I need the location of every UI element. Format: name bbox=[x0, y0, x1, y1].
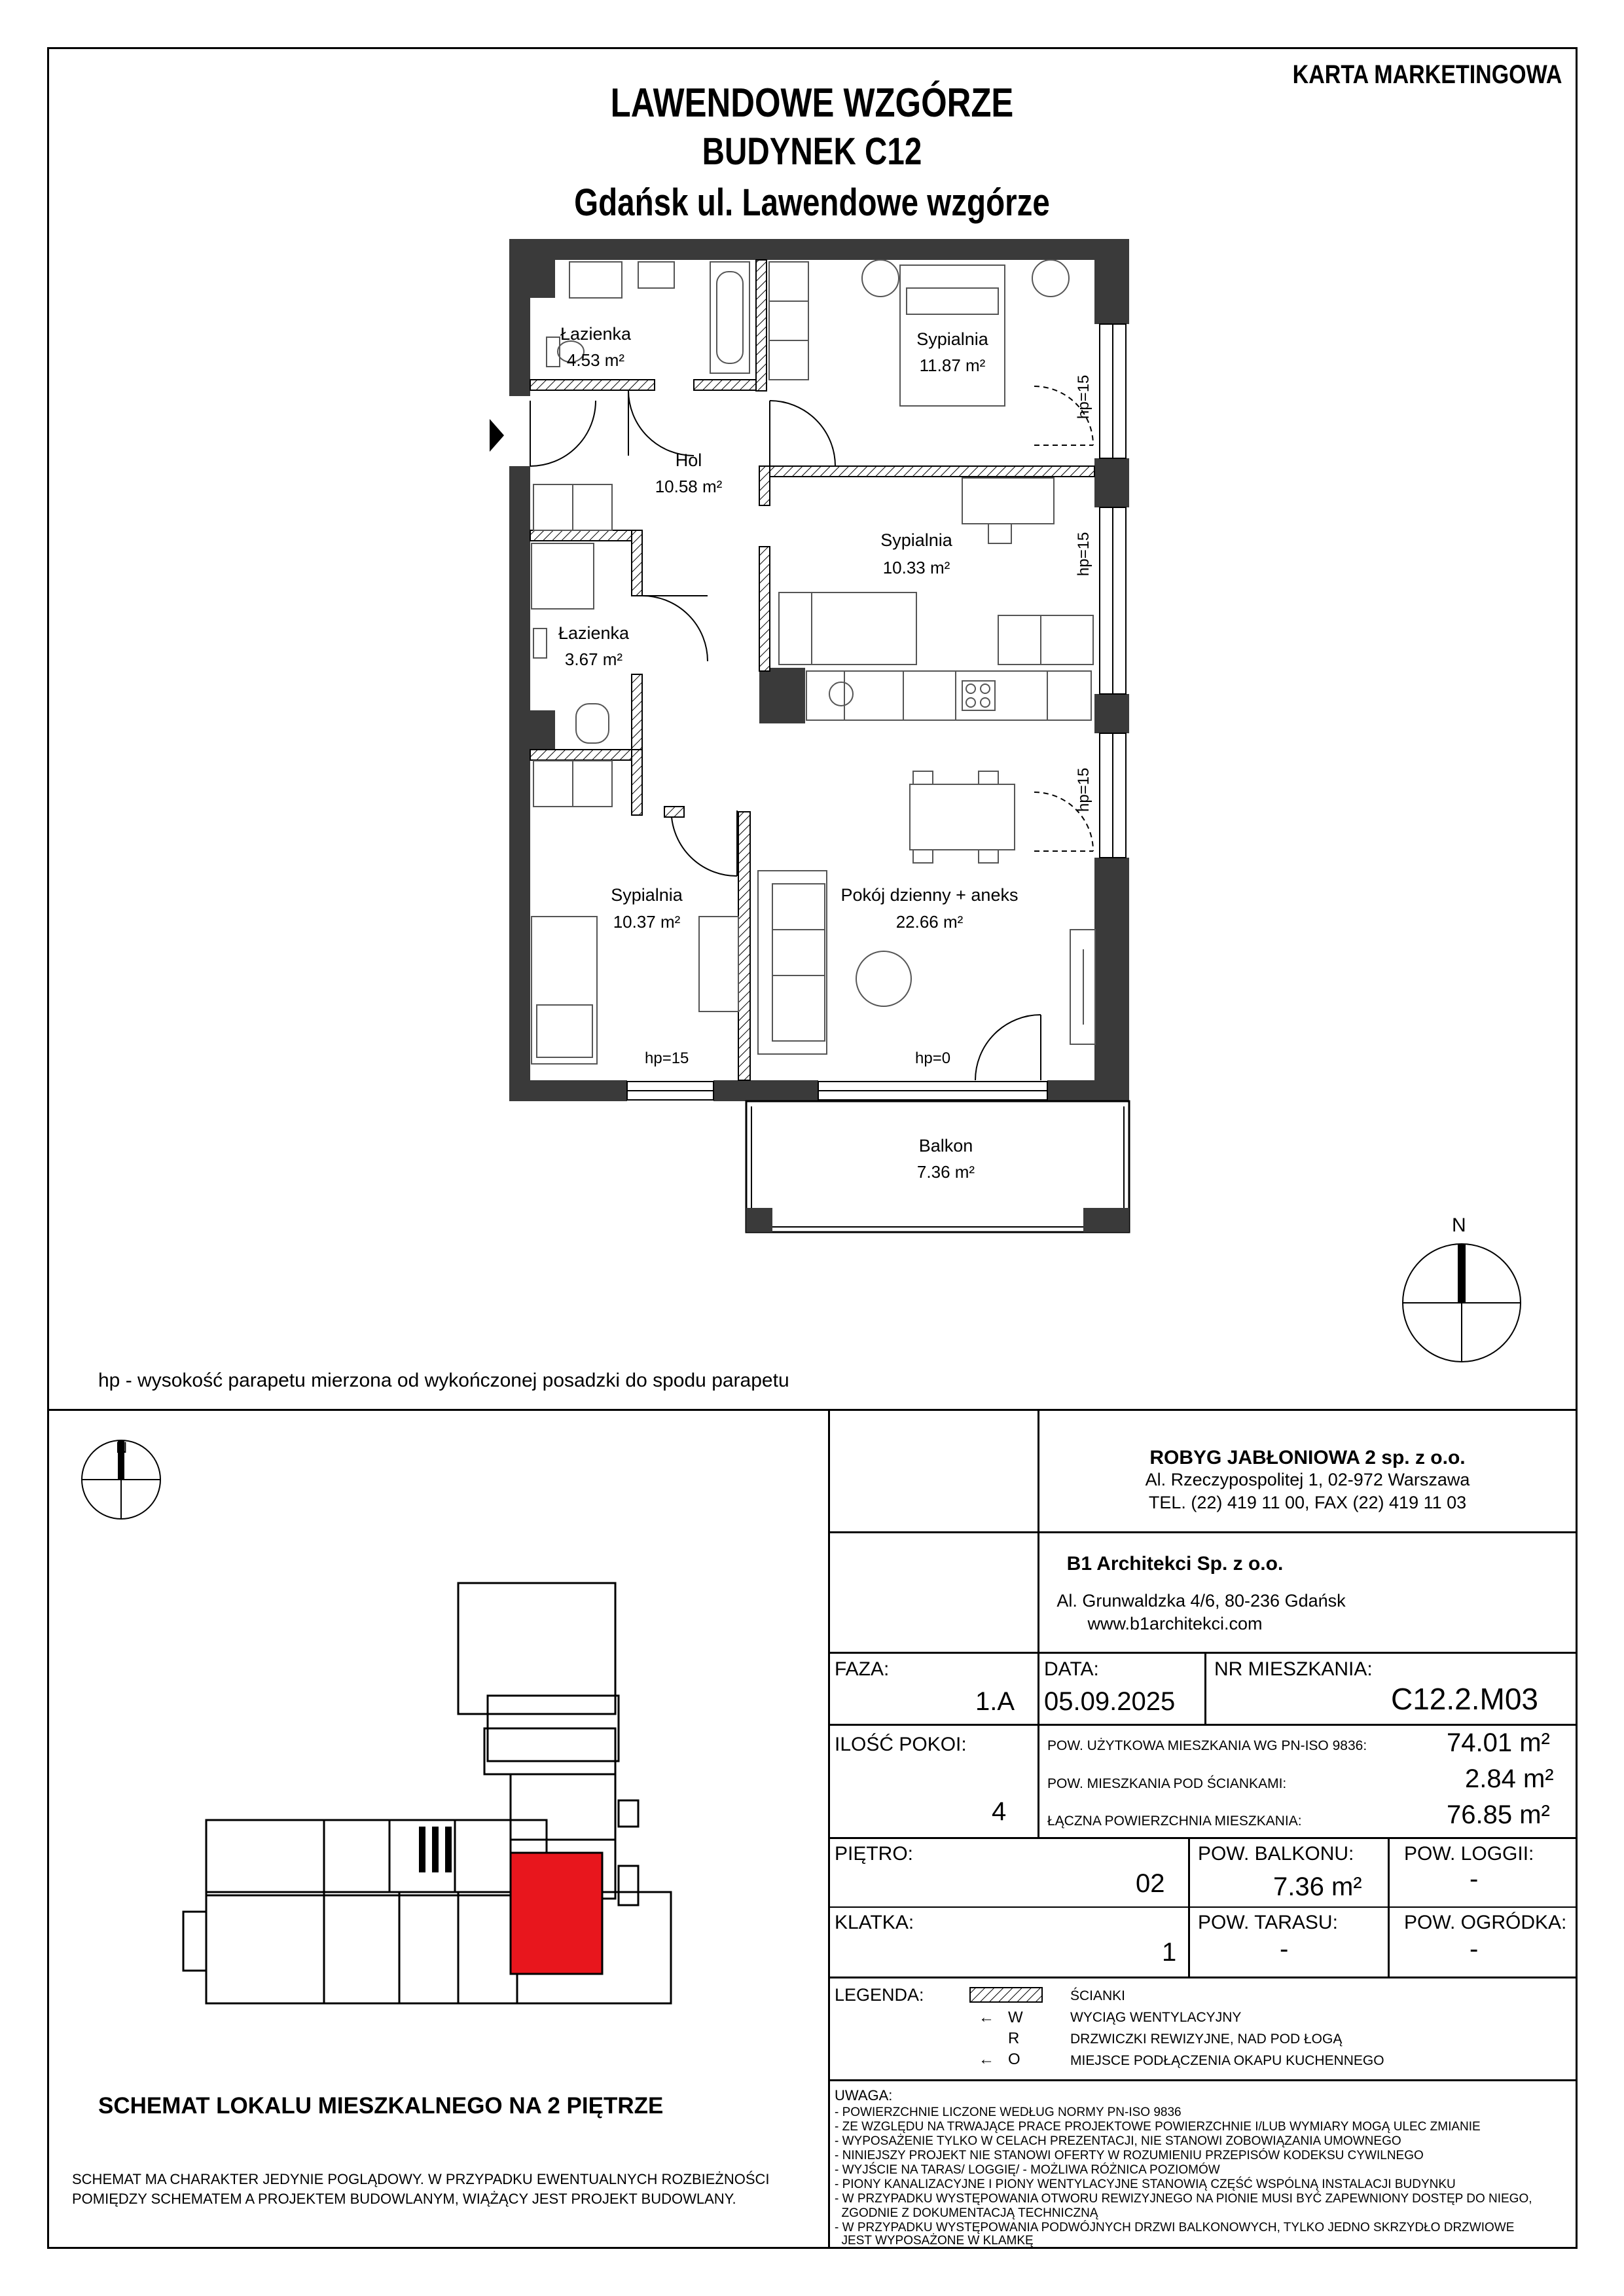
parapet-note: hp - wysokość parapetu mierzona od wykończonej posadzki do spodu parapetu bbox=[98, 1370, 789, 1391]
pietro-value: 02 bbox=[1136, 1869, 1165, 1898]
notes-label: UWAGA: bbox=[835, 2087, 893, 2104]
legend-label: LEGENDA: bbox=[835, 1985, 924, 2005]
architect-name: B1 Architekci Sp. z o.o. bbox=[1066, 1553, 1284, 1575]
legend-arrow-icon: ← bbox=[979, 2050, 994, 2068]
pow-laczna-value: 76.85 m² bbox=[1447, 1800, 1550, 1829]
ogrodek-value: - bbox=[1470, 1935, 1479, 1963]
divider-faza bbox=[1038, 1652, 1039, 1724]
note-line: - WYPOSAŻENIE TYLKO W CELACH PREZENTACJI, NIE STANOWI ZOBOWIĄZANIA UMOWNEGO bbox=[835, 2134, 1401, 2148]
note-line: - W PRZYPADKU WYSTĘPOWANIA OTWORU REWIZYJNEGO NA PIONIE MUSI BYĆ ZAPEWNIONY DOSTĘP DO NIEGO, bbox=[835, 2192, 1532, 2206]
divider-data bbox=[1204, 1652, 1206, 1724]
room-hall-name: Hol bbox=[675, 450, 702, 470]
legend-item-revision: DRZWICZKI REWIZYJNE, NAD POD ŁOGĄ bbox=[1070, 2032, 1343, 2047]
parapet-label-zero: hp=0 bbox=[915, 1049, 951, 1067]
pokoi-value: 4 bbox=[992, 1797, 1007, 1826]
room-hall-area: 10.58 m² bbox=[655, 477, 723, 496]
windows bbox=[627, 324, 1126, 1100]
pow-uzytkowa-value: 74.01 m² bbox=[1447, 1728, 1550, 1757]
note-line: ZGODNIE Z DOKUMENTACJĄ TECHNICZNĄ bbox=[835, 2206, 1098, 2220]
divider-pietro-bottom bbox=[828, 1906, 1578, 1908]
balkon-value: 7.36 m² bbox=[1273, 1872, 1362, 1901]
divider-pokoi bbox=[1038, 1724, 1039, 1837]
legend-item-walls: ŚCIANKI bbox=[1070, 1988, 1126, 2003]
note-line: - WYJŚCIE NA TARAS/ LOGGIĘ/ - MOŻLIWA RÓŻNICA POZIOMÓW bbox=[835, 2163, 1220, 2177]
legend-symbol-r: R bbox=[1008, 2030, 1020, 2047]
architect-web: www.b1architekci.com bbox=[1087, 1614, 1263, 1633]
ogrodek-label: POW. OGRÓDKA: bbox=[1404, 1912, 1567, 1933]
legend-symbol-o: O bbox=[1008, 2050, 1020, 2068]
taras-value: - bbox=[1280, 1935, 1289, 1963]
faza-label: FAZA: bbox=[835, 1658, 890, 1680]
note-line: - ZE WZGLĘDU NA TRWAJĄCE PRACE PROJEKTOWE POWIERZCHNIE I/LUB WYMIARY MOGĄ ULEC ZMIANIE bbox=[835, 2120, 1481, 2134]
building-title: BUDYNEK C12 bbox=[702, 130, 922, 173]
parapet-label: hp=15 bbox=[1075, 767, 1092, 812]
nr-mieszkania-label: NR MIESZKANIA: bbox=[1214, 1658, 1373, 1680]
note-line: - PIONY KANALIZACYJNE I PIONY WENTYLACYJNE STANOWIĄ CZĘŚĆ WSPÓLNĄ INSTALACJI BUDYNKU bbox=[835, 2178, 1456, 2191]
loggia-label: POW. LOGGII: bbox=[1404, 1843, 1534, 1865]
note-line: JEST WYPOSAŻONE W KLAMKĘ bbox=[835, 2234, 1034, 2248]
room-bathroom-1-area: 4.53 m² bbox=[566, 350, 625, 370]
architect-address: Al. Grunwaldzka 4/6, 80-236 Gdańsk bbox=[1056, 1591, 1346, 1611]
legend-item-ventilation: WYCIĄG WENTYLACYJNY bbox=[1070, 2010, 1242, 2025]
loggia-value: - bbox=[1470, 1865, 1479, 1893]
room-bedroom-3-area: 10.37 m² bbox=[613, 912, 681, 932]
developer-name: ROBYG JABŁONIOWA 2 sp. z o.o. bbox=[1149, 1447, 1466, 1468]
pow-uzytkowa-label: POW. UŻYTKOWA MIESZKANIA WG PN-ISO 9836: bbox=[1047, 1738, 1367, 1753]
interior-walls bbox=[530, 260, 1094, 1080]
room-bathroom-2-area: 3.67 m² bbox=[564, 649, 623, 669]
klatka-value: 1 bbox=[1162, 1938, 1177, 1967]
pokoi-label: ILOŚĆ POKOI: bbox=[835, 1734, 967, 1755]
room-bathroom-1-name: Łazienka bbox=[560, 324, 632, 344]
room-bedroom-1-area: 11.87 m² bbox=[919, 355, 986, 375]
faza-value: 1.A bbox=[975, 1687, 1015, 1716]
marketing-card-label: KARTA MARKETINGOWA bbox=[1292, 60, 1562, 89]
schema-title: SCHEMAT LOKALU MIESZKALNEGO NA 2 PIĘTRZE bbox=[98, 2093, 664, 2119]
data-label: DATA: bbox=[1044, 1658, 1099, 1680]
data-value: 05.09.2025 bbox=[1044, 1687, 1176, 1716]
room-balcony-name: Balkon bbox=[918, 1136, 973, 1156]
klatka-label: KLATKA: bbox=[835, 1912, 914, 1933]
legend-symbol-w: W bbox=[1008, 2009, 1023, 2026]
pow-sciankami-label: POW. MIESZKANIA POD ŚCIANKAMI: bbox=[1047, 1776, 1287, 1791]
apartment-highlight bbox=[511, 1853, 602, 1974]
divider-architect bbox=[828, 1652, 1578, 1654]
pow-laczna-label: ŁĄCZNA POWIERZCHNIA MIESZKANIA: bbox=[1047, 1813, 1302, 1829]
entrance-arrow bbox=[490, 419, 504, 452]
parapet-label: hp=15 bbox=[645, 1049, 689, 1067]
schema-stairs bbox=[419, 1827, 452, 1872]
schema-north-label: N bbox=[116, 1439, 128, 1457]
room-balcony-area: 7.36 m² bbox=[916, 1162, 975, 1182]
nr-mieszkania-value: C12.2.M03 bbox=[1391, 1682, 1539, 1716]
divider-legend-bottom bbox=[828, 2079, 1578, 2081]
room-bedroom-3-name: Sypialnia bbox=[611, 885, 683, 905]
compass-north-label: N bbox=[1452, 1214, 1466, 1236]
divider-pokoi-bottom bbox=[828, 1837, 1578, 1839]
balkon-label: POW. BALKONU: bbox=[1198, 1843, 1354, 1865]
project-title: LAWENDOWE WZGÓRZE bbox=[610, 81, 1014, 126]
compass-rose bbox=[1403, 1244, 1521, 1362]
pow-sciankami-value: 2.84 m² bbox=[1465, 1764, 1554, 1793]
divider-faza-bottom bbox=[828, 1724, 1578, 1726]
room-living-area: 22.66 m² bbox=[895, 912, 964, 932]
divider-developer bbox=[828, 1531, 1578, 1533]
room-bedroom-1-name: Sypialnia bbox=[916, 329, 988, 349]
divider-klatka-bottom bbox=[828, 1977, 1578, 1978]
divider-table-left bbox=[828, 1409, 830, 2249]
note-line: - W PRZYPADKU WYSTĘPOWANIA PODWÓJNYCH DRZWI BALKONOWYCH, TYLKO JEDNO SKRZYDŁO DRZWIOWE bbox=[835, 2221, 1515, 2234]
location-schema bbox=[65, 1421, 805, 2010]
address-title: Gdańsk ul. Lawendowe wzgórze bbox=[574, 181, 1050, 224]
room-bathroom-2-name: Łazienka bbox=[558, 623, 630, 643]
room-bedroom-2-area: 10.33 m² bbox=[882, 558, 950, 577]
developer-phone: TEL. (22) 419 11 00, FAX (22) 419 11 03 bbox=[1148, 1493, 1467, 1512]
legend-item-hood: MIEJSCE PODŁĄCZENIA OKAPU KUCHENNEGO bbox=[1070, 2053, 1384, 2068]
room-bedroom-2-name: Sypialnia bbox=[880, 530, 952, 550]
developer-address: Al. Rzeczypospolitej 1, 02-972 Warszawa bbox=[1145, 1470, 1470, 1489]
parapet-label: hp=15 bbox=[1075, 374, 1092, 419]
divider-plan-bottom bbox=[47, 1409, 1578, 1411]
note-line: - NINIEJSZY PROJEKT NIE STANOWI OFERTY W ROZUMIENIU PRZEPISÓW KODEKSU CYWILNEGO bbox=[835, 2149, 1424, 2162]
legend-arrow-icon: ← bbox=[979, 2009, 994, 2026]
note-line: - POWIERZCHNIE LICZONE WEDŁUG NORMY PN-ISO 9836 bbox=[835, 2105, 1182, 2119]
room-living-name: Pokój dzienny + aneks bbox=[840, 885, 1019, 905]
taras-label: POW. TARASU: bbox=[1198, 1912, 1338, 1933]
legend-wall-swatch bbox=[969, 1985, 1047, 2005]
disclaimer-line-1: SCHEMAT MA CHARAKTER JEDYNIE POGLĄDOWY. W PRZYPADKU EWENTUALNYCH ROZBIEŻNOŚCI bbox=[72, 2171, 770, 2187]
parapet-label: hp=15 bbox=[1075, 532, 1092, 576]
disclaimer-line-2: POMIĘDZY SCHEMATEM A PROJEKTEM BUDOWLANYM, WIĄŻĄCY JEST PROJEKT BUDOWLANY. bbox=[72, 2191, 736, 2207]
pietro-label: PIĘTRO: bbox=[835, 1843, 914, 1865]
